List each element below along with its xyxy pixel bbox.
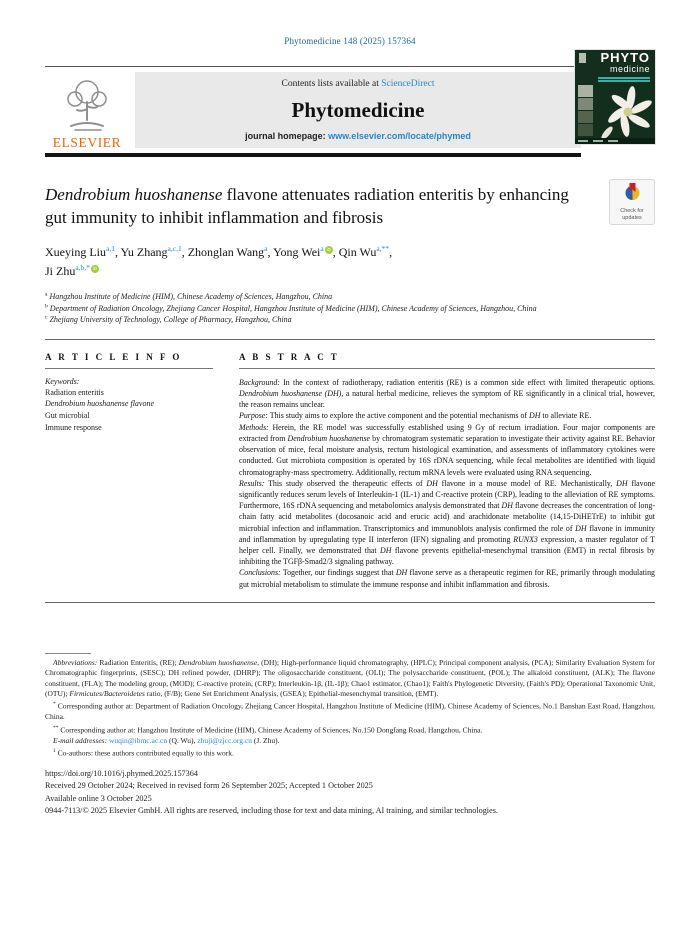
cover-title-top: PHYTO xyxy=(600,50,650,65)
publishing-info xyxy=(45,768,655,818)
footnote-separator xyxy=(45,653,91,654)
abstract-paragraph-background: Background: In the context of radiotherapy, radiation enteritis (RE) is a common side effect with limited therapeutic options. Dendrobium huoshanense (DH), a natural herbal medicine, relieves the symptom of RE significantly in a clinical trial, however, the reason remains unclear. xyxy=(239,377,655,410)
affiliation: $^b$ Department of Radiation Oncology, Zhejiang Cancer Hospital, Hangzhou Institute of Medicine (HIM), Chinese Academy of Sciences, Hangzhou, China xyxy=(45,303,537,313)
article-info-heading: A R T I C L E I N F O xyxy=(45,351,182,362)
abstract-rule xyxy=(239,368,655,369)
affiliation: $^c$ Zhejiang University of Technology, College of Pharmacy, Hangzhou, China xyxy=(45,314,292,325)
corresponding-author-footnote-1: * Corresponding author at: Department of Radiation Oncology, Zhejiang Cancer Hospital, Hangzhou Institute of Medicine (HIM), Chinese Academy of Sciences, No.1 Banshan East Road, Hangzhou, China. xyxy=(45,701,655,722)
journal-header xyxy=(45,50,655,157)
cover-tile-strip xyxy=(578,85,593,138)
check-for-updates-badge[interactable] xyxy=(609,179,655,225)
author: Qin $Wu^{a,**}$, xyxy=(338,243,393,259)
sciencedirect-link[interactable]: ScienceDirect xyxy=(381,79,435,89)
doi-link[interactable]: https://doi.org/10.1016/j.phymed.2025.157364 xyxy=(45,768,198,778)
homepage-label: journal homepage: xyxy=(245,131,329,141)
article-info-column xyxy=(45,352,213,590)
corresponding-author-footnote-2: ** Corresponding author at: Hangzhou Institute of Medicine (HIM), Chinese Academy of Sciences, No.150 Dongfang Road, Hangzhou, China. xyxy=(53,724,483,735)
author: Ji Zhu$^{a,b,*}$ iD xyxy=(45,262,98,278)
abbreviations-footnote: Abbreviations: Radiation Enteritis, (RE); Dendrobium huoshanense, (DH); High-performance liquid chromatography, (HPLC); Principal component analysis, (PCA); Similarity Evaluation System for Chromatographic fingerprints, (SESC); DH refined powder, (DHRP); The oligosaccharide constituent, (OLI); The polysaccharide constituent, (POL); The alkaloid constituent, (ALK); The flavone constituent, (FLA); The modeling group, (MOD); C-reactive protein, (CRP); Interleukin-1β, (IL-1β); Chao1 estimator, (Chao1); Faith's Phylogenetic Diversity, (Faith's PD); Operational Taxonomic Unit, (OTU); Firmicutes/Bacteroidetes ratio, (F/B); Gene Set Enrichment Analysis, (GSEA); Epithelial-mesenchymal transition, (EMT). xyxy=(45,657,655,698)
abstract-paragraph-conclusions: Conclusions: Together, our findings suggest that DH flavone serve as a therapeutic regimen for RE, primarily through modulating gut microbial metabolism to stimulate the immune response and inhibit inflammation and fibrosis. xyxy=(239,568,655,589)
cover-footer-strip xyxy=(575,138,655,144)
keywords-label: Keywords: xyxy=(45,376,80,386)
elsevier-tree-icon xyxy=(61,76,113,134)
elsevier-wordmark: ELSEVIER xyxy=(52,135,122,150)
abstract-heading: A B S T R A C T xyxy=(239,351,340,362)
journal-title: Phytomedicine xyxy=(291,97,425,122)
email-addresses-footnote: E-mail addresses: wuqin@ibmc.ac.cn (Q. Wu), zhuji@zjcc.org.cn (J. Zhu). xyxy=(53,735,280,745)
cover-publisher-icon xyxy=(579,53,586,63)
homepage-line xyxy=(245,131,471,141)
copyright-line: 0944-7113/© 2025 Elsevier GmbH. All rights are reserved, including those for text and data mining, AI training, and similar technologies. xyxy=(45,806,498,816)
article-info-rule xyxy=(45,368,213,369)
footnotes xyxy=(45,653,655,759)
journal-banner xyxy=(135,72,581,148)
header-bottom-bar xyxy=(45,153,581,157)
abstract-bottom-rule xyxy=(45,602,655,603)
elsevier-logo[interactable] xyxy=(45,67,129,153)
article-title-species: Dendrobium huoshanense xyxy=(45,185,223,204)
article-title xyxy=(45,183,577,230)
journal-header-left xyxy=(45,66,581,157)
available-online: Available online 3 October 2025 xyxy=(45,793,152,803)
author: Yong Wei$^a$ iD , xyxy=(273,243,339,259)
journal-citation: Phytomedicine 148 (2025) 157364 xyxy=(284,36,416,46)
keyword: Dendrobium huoshanense flavone xyxy=(45,399,155,409)
check-for-updates-label: Check for updates xyxy=(620,208,644,222)
keyword: Immune response xyxy=(45,422,102,432)
affiliation-list xyxy=(45,291,655,326)
cover-photo xyxy=(575,83,655,138)
homepage-link[interactable]: www.elsevier.com/locate/phymed xyxy=(328,131,471,141)
author: Yu Zhang$^{a,c,1}$, xyxy=(120,243,188,259)
author: Zhonglan Wang$^a$, xyxy=(187,243,274,259)
cover-title-bottom: medicine xyxy=(609,64,650,74)
contents-line xyxy=(281,79,434,89)
abstract-paragraph-methods: Methods: Herein, the RE model was successfully established using 9 Gy of rectum irradiation. Four major components are extracted from Dendrobium huoshanense by chromatogram systematic separation to investigate their activity against RE. Behavior observation of mice, fecal moisture analysis, rectum histological examination, and assessments of inflammatory cytokines were conducted. Gut microbiota composition is operated by 16S rDNA sequencing, while fecal metabolites are identified with liquid chromatography-mass spectrometry. Additionally, rectum mRNA levels were evaluated using RNA sequencing. xyxy=(239,422,655,477)
email-link[interactable]: wuqin@ibmc.ac.cn xyxy=(108,735,168,745)
keyword: Gut microbial xyxy=(45,411,90,421)
author: Xueying Liu$^{a,1}$, xyxy=(45,243,121,259)
received-dates: Received 29 October 2024; Received in revised form 26 September 2025; Accepted 1 October 2025 xyxy=(45,781,373,791)
orcid-icon[interactable]: iD xyxy=(92,265,98,271)
keyword: Radiation enteritis xyxy=(45,387,104,397)
journal-cover-thumbnail[interactable] xyxy=(575,50,655,144)
article-title-rest: flavone attenuates radiation enteritis by enhancing gut immunity to inhibit inflammation and fibrosis xyxy=(45,185,569,228)
orcid-icon[interactable]: iD xyxy=(326,246,331,252)
coauthors-footnote: $^1$ Co-authors: these authors contributed equally to this work. xyxy=(53,747,234,758)
abstract-paragraph-results: Results: This study observed the therapeutic effects of DH flavone in a mouse model of RE. Mechanistically, DH flavone significantly reduces serum levels of Interleukin-1 (IL-1) and C-reactive protein (CRP), leading to the alleviation of RE symptoms. Furthermore, 16S rDNA sequencing and metabolomics analysis demonstrated that DH flavone decreases the concentration of long-chain fatty acid metabolites (docosanoic acid and erucic acid) and arachidonate metabolite (14,15-DiHETrE) to inhibit gut microbial infection and inflammation. Transcriptomics and immunoblots analysis confirmed the role of DH flavone in immunity and inflammation by upregulating type II interferon (IFN) signaling and promoting RUNX3 expression, a master regulator of T helper cell. Finally, we demonstrated that DH flavone prevents epithelial-mesenchymal transition (EMT) in rectal fibrosis by inhibiting the TGFβ-Smad2/3 signaling pathway. xyxy=(239,478,655,567)
abstract-column xyxy=(239,352,655,590)
contents-prefix: Contents lists available at xyxy=(281,79,382,89)
crossmark-icon xyxy=(624,189,641,206)
author-list xyxy=(45,243,655,280)
affiliation: $^a$ Hangzhou Institute of Medicine (HIM), Chinese Academy of Sciences, Hangzhou, China xyxy=(45,291,333,302)
email-link[interactable]: zhuji@zjcc.org.cn xyxy=(197,735,252,745)
abstract-paragraph-purpose: Purpose: This study aims to explore the active component and the potential mechanisms of DH to alleviate RE. xyxy=(239,411,592,421)
